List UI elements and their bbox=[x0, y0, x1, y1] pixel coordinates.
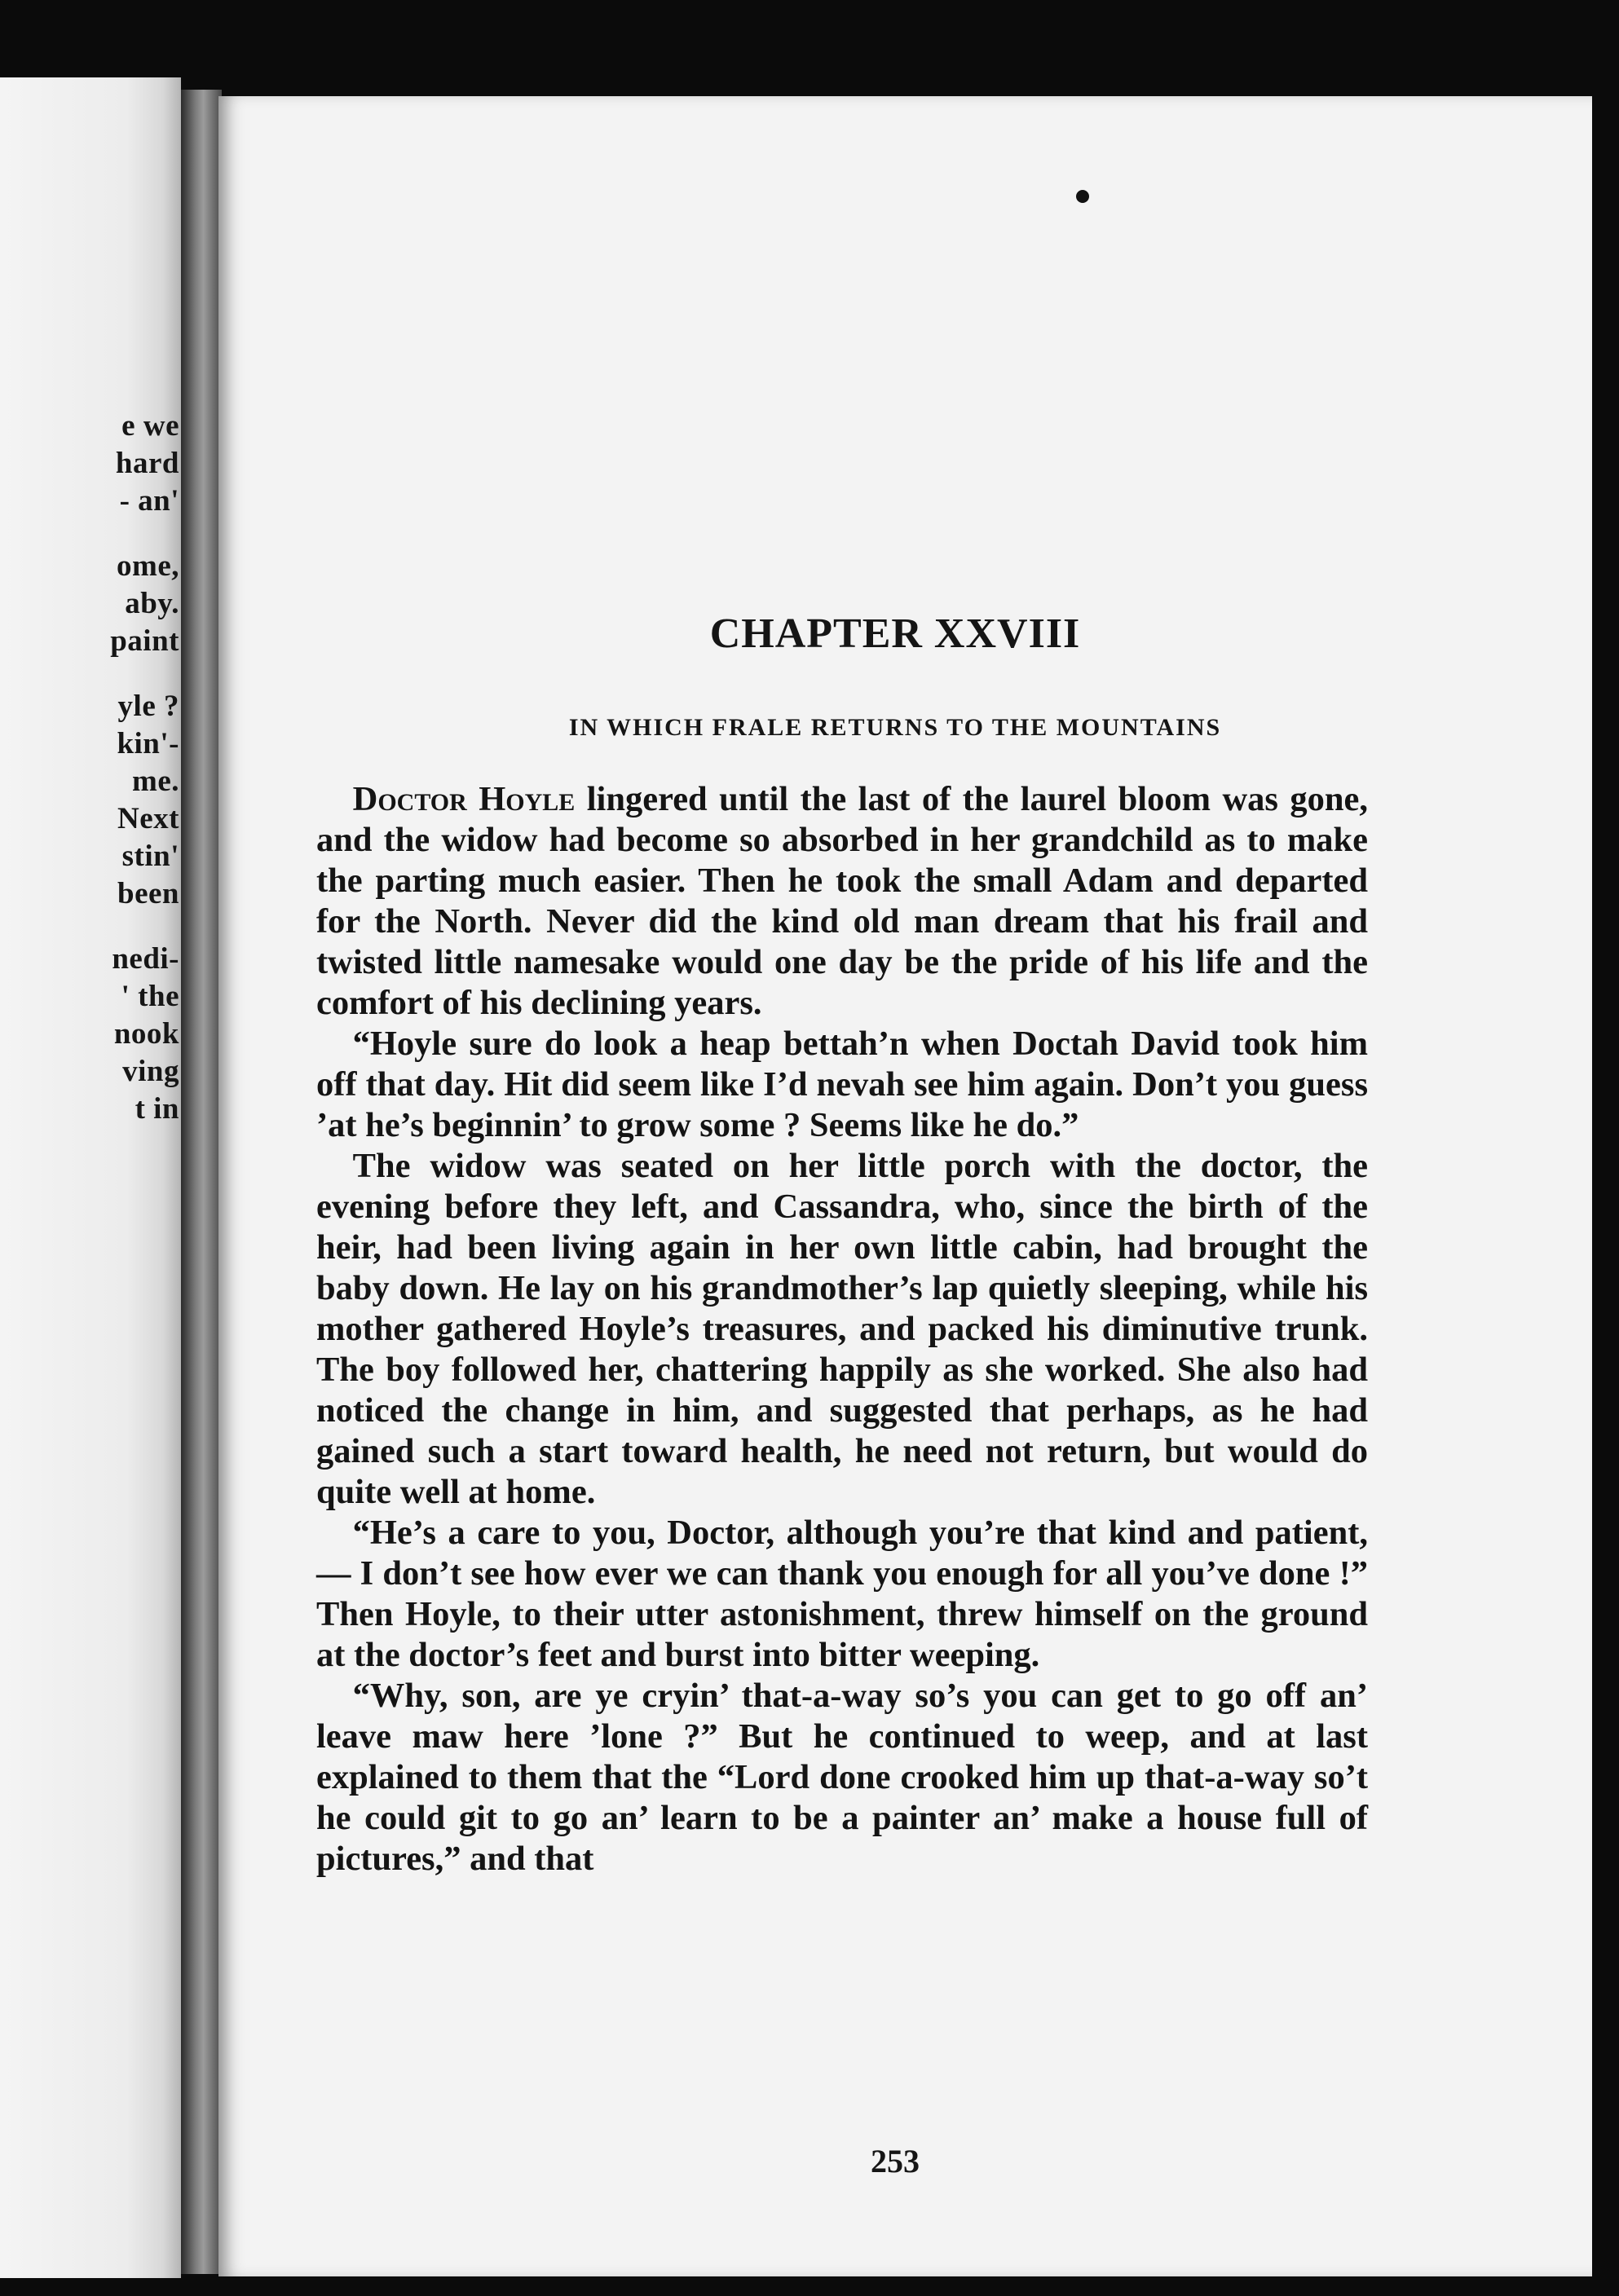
paragraph bbox=[316, 1024, 1368, 1146]
left-page-line: ome, bbox=[117, 549, 179, 583]
left-page-line: e we bbox=[121, 409, 179, 443]
fragment-gap bbox=[110, 660, 179, 688]
ink-mark bbox=[1076, 190, 1089, 203]
left-page-text-fragments bbox=[110, 408, 179, 1128]
left-page-line: Next bbox=[117, 802, 179, 835]
chapter-title: CHAPTER XXVIII bbox=[709, 610, 1081, 657]
left-page-line: ving bbox=[122, 1055, 179, 1088]
left-page-line: nedi- bbox=[112, 942, 179, 976]
paragraph bbox=[316, 1513, 1368, 1676]
left-page-line: stin' bbox=[121, 840, 179, 873]
paragraph bbox=[316, 779, 1368, 1024]
paragraph bbox=[316, 1146, 1368, 1513]
fragment-gap bbox=[110, 520, 179, 548]
body-text bbox=[316, 779, 1368, 1880]
paragraph bbox=[316, 1676, 1368, 1880]
left-page-line: paint bbox=[110, 624, 179, 658]
paragraph-text: The widow was seated on her little porch with the doctor, the evening before they left, and Cassandra, who, since the birth of the heir, had been living again in her own little cabin, had brought the baby down. He lay on his grandmother’s lap quietly sleeping, while his mother gathered Hoyle’s treasures, and packed his diminutive trunk. The boy followed her, chattering happily as she worked. She also had noticed the change in him, and suggested that perhaps, as he had gained such a start toward health, he need not return, but would do quite well at home. bbox=[316, 1147, 1368, 1511]
left-page-line: ' the bbox=[121, 980, 179, 1013]
paragraph-lead: Doctor Hoyle bbox=[352, 780, 576, 818]
fragment-gap bbox=[110, 913, 179, 941]
right-page bbox=[218, 96, 1592, 2276]
left-page-line: hard bbox=[115, 447, 179, 480]
paragraph-text: “Why, son, are ye cryin’ that-a-way so’s you can get to go off an’ leave maw here ’lone ?” But he continued to weep, and at last explained to them that the “Lord done crooked him up that-a-way so’t he could git to go an’ learn to be a painter an’ make a house full of pictures,” and that bbox=[316, 1677, 1368, 1878]
paragraph-text: lingered until the last of the laurel bloom was gone, and the widow had become so absorbed in her grandchild as to make the parting much easier. Then he took the small Adam and departed for the North. Never did the kind old man dream that his frail and twisted little namesake would one day be the pride of his life and the comfort of his declining years. bbox=[316, 780, 1368, 1022]
left-page-line: - an' bbox=[119, 484, 179, 518]
page-number: 253 bbox=[871, 2143, 920, 2179]
page-edge-shadow bbox=[1592, 82, 1619, 2296]
left-page-line: nook bbox=[113, 1017, 179, 1051]
left-page-line: me. bbox=[132, 765, 179, 798]
chapter-subtitle: IN WHICH FRALE RETURNS TO THE MOUNTAINS bbox=[568, 714, 1222, 741]
left-page-line: kin'- bbox=[117, 727, 179, 760]
left-facing-page bbox=[0, 77, 181, 2278]
book-gutter bbox=[181, 90, 222, 2274]
left-page-line: been bbox=[117, 877, 179, 910]
left-page-line: aby. bbox=[125, 587, 179, 620]
paragraph-text: “Hoyle sure do look a heap bettah’n when Doctah David took him off that day. Hit did seem like I’d nevah see him again. Don’t you guess ’at he’s beginnin’ to grow some ? Seems like he do.” bbox=[316, 1025, 1368, 1144]
left-page-line: t in bbox=[135, 1092, 179, 1126]
paragraph-text: “He’s a care to you, Doctor, although you’re that kind and patient, — I don’t see how ever we can thank you enough for all you’ve done !” Then Hoyle, to their utter astonishment, threw himself on the ground at the doctor’s feet and burst into bitter weeping. bbox=[316, 1514, 1368, 1674]
left-page-line: yle ? bbox=[117, 690, 179, 723]
